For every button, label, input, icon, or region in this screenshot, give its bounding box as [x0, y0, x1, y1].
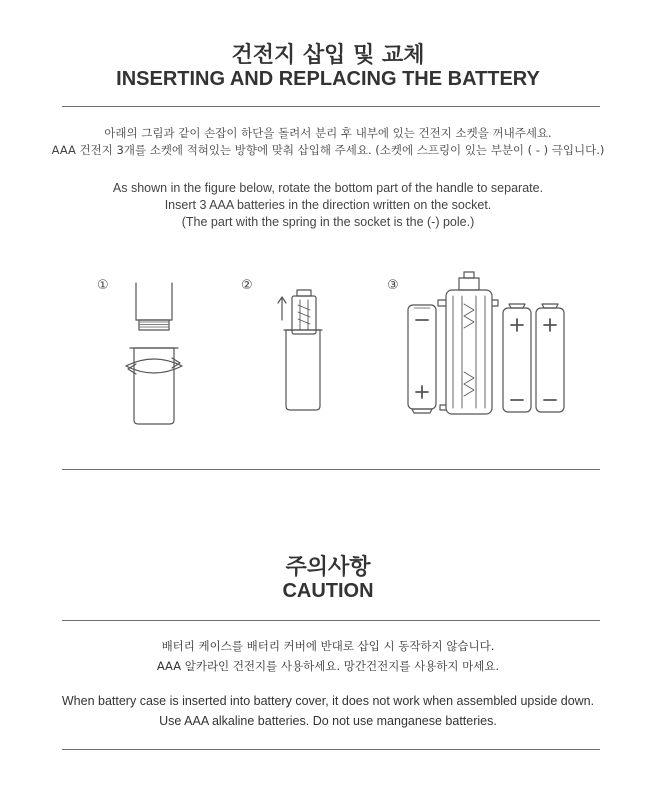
- caution-title-ko: 주의사항: [285, 555, 371, 580]
- caution-notes-en: [0, 691, 656, 731]
- divider-top: [62, 106, 600, 107]
- divider-caution: [62, 620, 600, 621]
- battery-title-ko: 건전지 삽입 및 교체: [231, 43, 425, 68]
- instructions-en: [0, 180, 656, 231]
- caution-title-en: CAUTION: [282, 580, 374, 602]
- caution-note-en-line: When battery case is inserted into battery cover, it does not work when assembled upside down.: [61, 694, 595, 708]
- step-3-number: ③: [387, 278, 399, 293]
- instruction-en-line: As shown in the figure below, rotate the bottom part of the handle to separate.: [112, 181, 544, 195]
- battery-title-en: INSERTING AND REPLACING THE BATTERY: [116, 68, 540, 90]
- handle-rotate-icon: [126, 283, 182, 424]
- caution-note-en-line: Use AAA alkaline batteries. Do not use manganese batteries.: [159, 714, 497, 728]
- divider-bottom: [62, 749, 600, 750]
- instruction-en-line: (The part with the spring in the socket is the (-) pole.): [181, 215, 475, 229]
- instruction-en-line: Insert 3 AAA batteries in the direction written on the socket.: [164, 198, 492, 212]
- step-2-number: ②: [241, 278, 253, 293]
- divider-middle: [62, 469, 600, 470]
- caution-note-ko-line: AAA 알카라인 건전지를 사용하세요. 망간건전지를 사용하지 마세요.: [156, 659, 500, 673]
- step-1-number: ①: [97, 278, 109, 293]
- instruction-ko-line: 아래의 그림과 같이 손잡이 하단을 돌려서 분리 후 내부에 있는 건전지 소켓을 꺼내주세요.: [104, 126, 552, 140]
- socket-pull-out-icon: [278, 290, 322, 410]
- instructions-ko: [0, 125, 656, 159]
- caution-note-ko-line: 배터리 케이스를 배터리 커버에 반대로 삽입 시 동작하지 않습니다.: [161, 639, 495, 653]
- battery-diagram: [0, 270, 656, 435]
- instruction-ko-line: AAA 건전지 3개를 소켓에 적혀있는 방향에 맞춰 삽입해 주세요. (소켓에 스프링이 있는 부분이 ( - ) 극입니다.): [51, 143, 605, 157]
- batteries-socket-icon: [408, 272, 564, 414]
- caution-notes-ko: [0, 636, 656, 676]
